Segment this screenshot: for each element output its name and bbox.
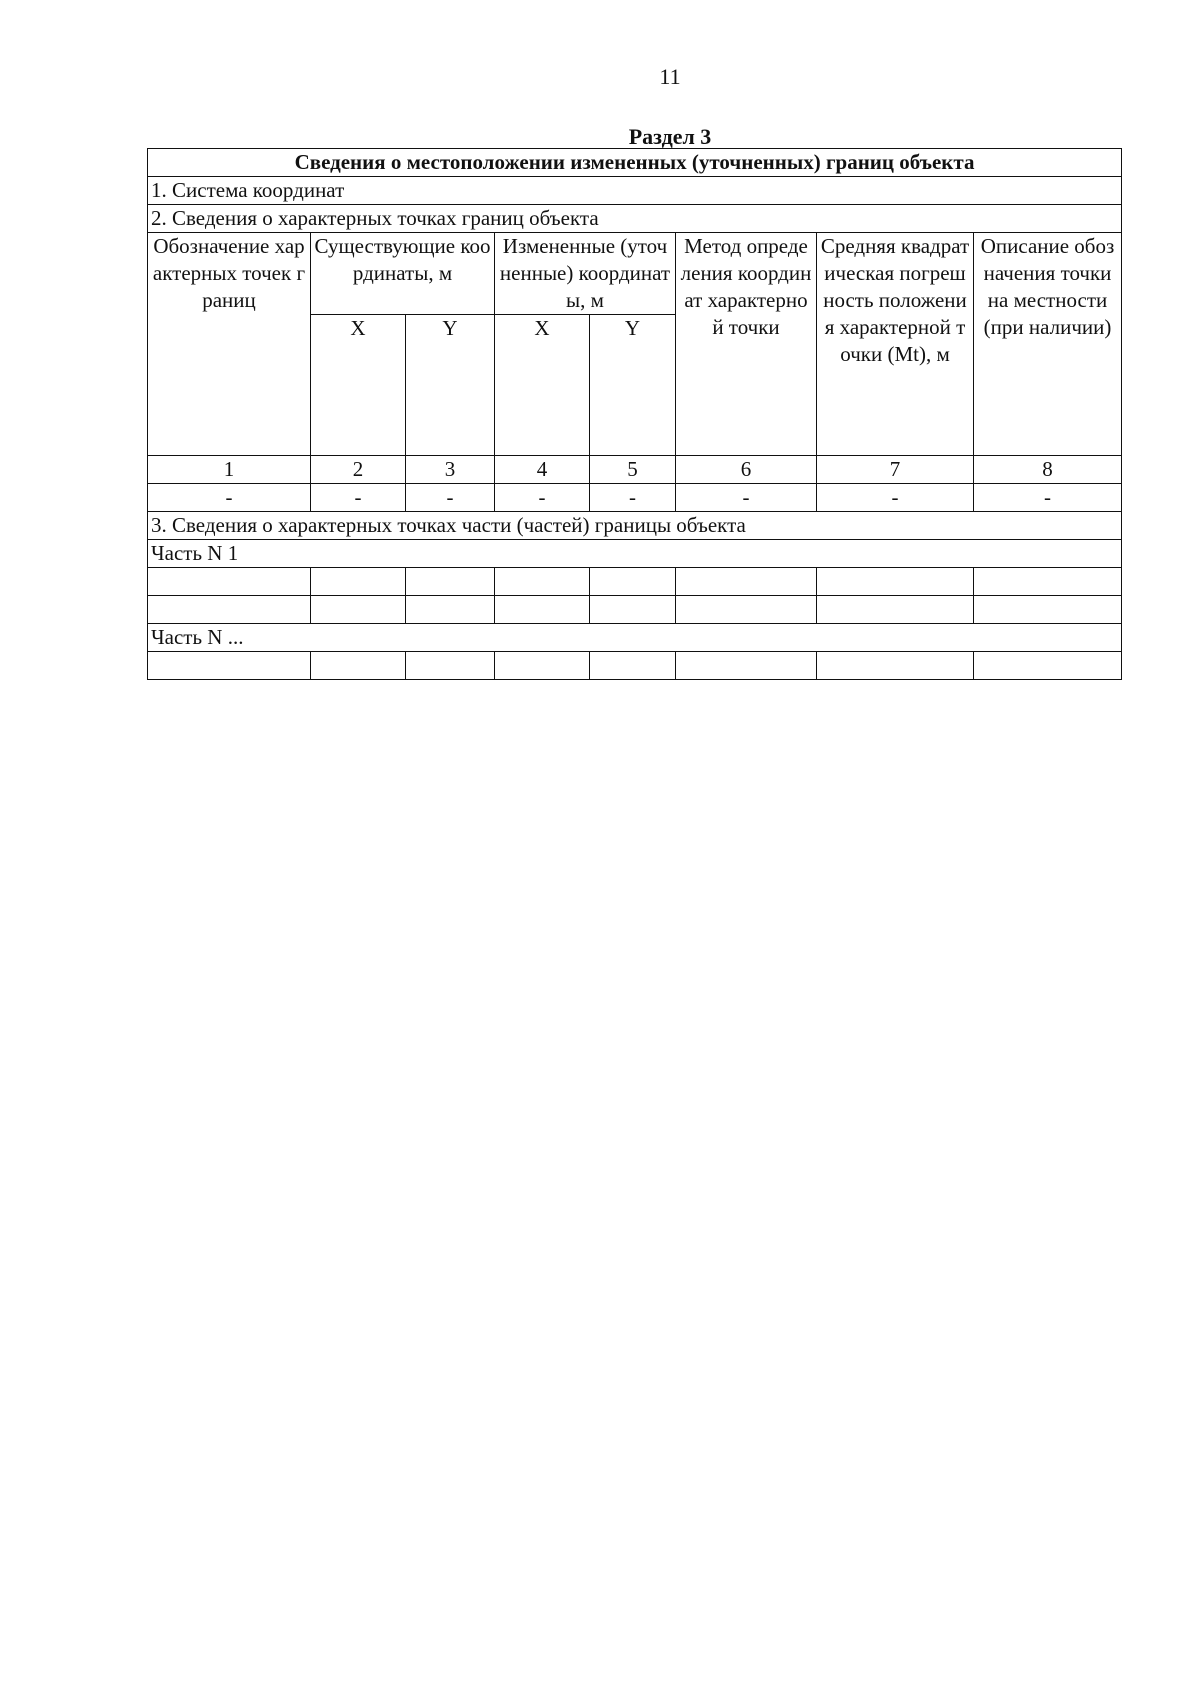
column-number: 1	[148, 456, 311, 484]
empty-cell	[974, 568, 1122, 596]
empty-cell	[974, 596, 1122, 624]
empty-cell	[311, 596, 406, 624]
empty-cell	[495, 652, 590, 680]
empty-cell	[148, 596, 311, 624]
section-title: Раздел 3	[628, 124, 712, 149]
empty-cell	[590, 568, 676, 596]
empty-cell	[148, 652, 311, 680]
empty-row	[148, 568, 1122, 596]
empty-cell	[817, 568, 974, 596]
dash-cell: -	[311, 484, 406, 512]
empty-cell	[817, 652, 974, 680]
header-y-changed: Y	[590, 315, 676, 456]
header-point-designation: Обозначение характерных точек границ	[148, 233, 311, 456]
empty-cell	[148, 568, 311, 596]
dash-cell: -	[817, 484, 974, 512]
column-number: 5	[590, 456, 676, 484]
empty-cell	[590, 652, 676, 680]
dash-row	[148, 484, 1122, 512]
dash-cell: -	[406, 484, 495, 512]
coord-system-row: 1. Система координат	[148, 177, 1122, 205]
column-number: 2	[311, 456, 406, 484]
empty-row	[148, 596, 1122, 624]
table-heading: Сведения о местоположении измененных (уточненных) границ объекта	[148, 149, 1122, 177]
dash-cell: -	[590, 484, 676, 512]
boundary-points-table	[147, 148, 1122, 680]
empty-cell	[311, 568, 406, 596]
parts-section-row: 3. Сведения о характерных точках части (частей) границы объекта	[148, 512, 1122, 540]
header-x-existing: X	[311, 315, 406, 456]
empty-cell	[406, 652, 495, 680]
empty-cell	[495, 596, 590, 624]
part-1-row: Часть N 1	[148, 540, 1122, 568]
header-changed-coords: Измененные (уточненные) координаты, м	[495, 233, 676, 315]
points-section-row: 2. Сведения о характерных точках границ объекта	[148, 205, 1122, 233]
empty-row	[148, 652, 1122, 680]
dash-cell: -	[148, 484, 311, 512]
part-n-row: Часть N ...	[148, 624, 1122, 652]
dash-cell: -	[676, 484, 817, 512]
empty-cell	[311, 652, 406, 680]
page-number: 11	[659, 64, 681, 89]
column-number: 3	[406, 456, 495, 484]
column-numbers-row	[148, 456, 1122, 484]
empty-cell	[406, 596, 495, 624]
column-number: 7	[817, 456, 974, 484]
header-method: Метод определения координат характерной точки	[676, 233, 817, 456]
column-number: 8	[974, 456, 1122, 484]
header-description: Описание обозначения точки на местности (при наличии)	[974, 233, 1122, 456]
empty-cell	[676, 652, 817, 680]
header-x-changed: X	[495, 315, 590, 456]
empty-cell	[817, 596, 974, 624]
empty-cell	[590, 596, 676, 624]
dash-cell: -	[495, 484, 590, 512]
header-y-existing: Y	[406, 315, 495, 456]
empty-cell	[406, 568, 495, 596]
dash-cell: -	[974, 484, 1122, 512]
empty-cell	[676, 596, 817, 624]
empty-cell	[974, 652, 1122, 680]
header-mean-error: Средняя квадратическая погрешность положения характерной точки (Mt), м	[817, 233, 974, 456]
empty-cell	[676, 568, 817, 596]
header-existing-coords: Существующие координаты, м	[311, 233, 495, 315]
column-number: 4	[495, 456, 590, 484]
empty-cell	[495, 568, 590, 596]
column-number: 6	[676, 456, 817, 484]
